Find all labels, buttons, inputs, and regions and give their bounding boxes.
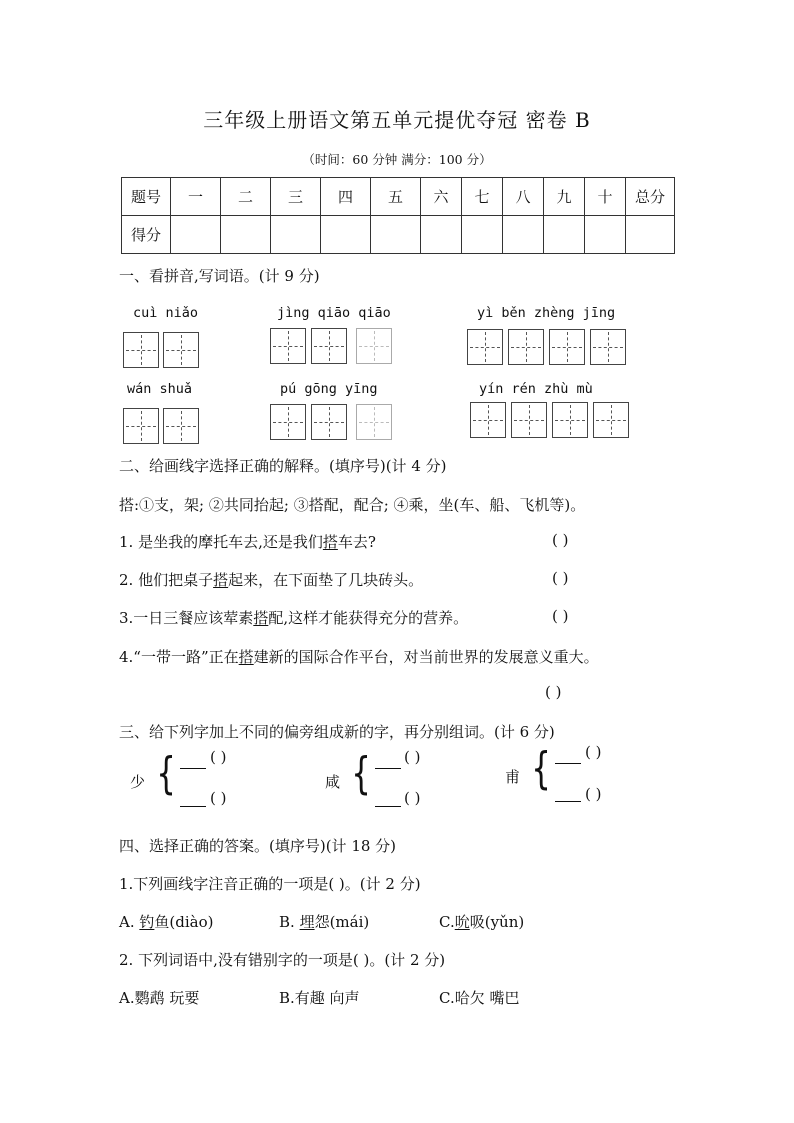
- writing-box[interactable]: [270, 404, 306, 440]
- writing-box[interactable]: [311, 404, 347, 440]
- blank-line[interactable]: [180, 768, 206, 769]
- section3-heading: 三、给下列字加上不同的偏旁组成新的字，再分别组词。(计 6 分): [119, 723, 555, 741]
- blank-line[interactable]: [180, 806, 206, 807]
- score-cell[interactable]: [585, 216, 626, 254]
- score-cell[interactable]: [421, 216, 462, 254]
- blank-line[interactable]: [375, 768, 401, 769]
- writing-box[interactable]: [508, 329, 544, 365]
- option-c[interactable]: C.哈欠 嘴巴: [439, 989, 520, 1007]
- writing-box[interactable]: [163, 408, 199, 444]
- answer-paren[interactable]: ( ): [404, 789, 421, 807]
- writing-box[interactable]: [511, 402, 547, 438]
- exam-time-score: （时间：60 分钟 满分：100 分）: [302, 152, 492, 167]
- writing-box[interactable]: [356, 404, 392, 440]
- question-2-4: 4.“一带一路”正在搭建新的国际合作平台，对当前世界的发展意义重大。: [119, 648, 599, 666]
- header-cell: 一: [171, 178, 221, 216]
- pinyin-5: pú gōng yīng: [280, 381, 378, 397]
- answer-paren[interactable]: ( ): [210, 748, 227, 766]
- answer-paren[interactable]: ( ): [585, 743, 602, 761]
- score-cell[interactable]: [626, 216, 675, 254]
- answer-paren[interactable]: ( ): [552, 531, 569, 549]
- writing-box[interactable]: [470, 402, 506, 438]
- writing-box[interactable]: [593, 402, 629, 438]
- question-2-3: 3.一日三餐应该荤素搭配,这样才能获得充分的营养。: [119, 609, 469, 627]
- brace: {: [531, 743, 551, 794]
- writing-box[interactable]: [123, 332, 159, 368]
- question-2-1: 1. 是坐我的摩托车去,还是我们搭车去?: [119, 533, 376, 551]
- header-cell: 八: [503, 178, 544, 216]
- score-table-score-row: [122, 216, 675, 254]
- option-b[interactable]: B. 埋怨(mái): [279, 913, 370, 931]
- option-c[interactable]: C.吮吸(yǔn): [439, 913, 525, 931]
- blank-line[interactable]: [555, 763, 581, 764]
- score-cell[interactable]: [503, 216, 544, 254]
- pinyin-3: yì běn zhèng jīng: [477, 305, 616, 321]
- base-char-3: 甫: [505, 768, 521, 786]
- writing-box[interactable]: [311, 328, 347, 364]
- writing-box[interactable]: [356, 328, 392, 364]
- brace: {: [351, 748, 371, 799]
- header-cell: 十: [585, 178, 626, 216]
- base-char-2: 咸: [325, 773, 341, 791]
- pinyin-6: yín rén zhù mù: [479, 381, 593, 397]
- option-b[interactable]: B.有趣 向声: [279, 989, 360, 1007]
- section4-heading: 四、选择正确的答案。(填序号)(计 18 分): [119, 837, 397, 855]
- header-cell: 五: [371, 178, 421, 216]
- writing-box[interactable]: [549, 329, 585, 365]
- writing-box[interactable]: [123, 408, 159, 444]
- score-cell[interactable]: [544, 216, 585, 254]
- writing-box[interactable]: [590, 329, 626, 365]
- page-title: 三年级上册语文第五单元提优夺冠 密卷 B: [203, 108, 591, 132]
- score-cell[interactable]: [321, 216, 371, 254]
- blank-line[interactable]: [555, 801, 581, 802]
- score-table-header-row: [122, 178, 675, 216]
- base-char-1: 少: [130, 773, 146, 791]
- option-a[interactable]: A. 钓鱼(diào): [119, 913, 214, 931]
- header-cell: 题号: [122, 178, 171, 216]
- writing-box[interactable]: [163, 332, 199, 368]
- pinyin-2: jìng qiāo qiāo: [277, 305, 391, 321]
- answer-paren[interactable]: ( ): [552, 607, 569, 625]
- question-4-1: 1.下列画线字注音正确的一项是( )。(计 2 分): [119, 875, 421, 893]
- score-cell[interactable]: [371, 216, 421, 254]
- blank-line[interactable]: [375, 806, 401, 807]
- brace: {: [156, 748, 176, 799]
- answer-paren[interactable]: ( ): [552, 569, 569, 587]
- question-2-2: 2. 他们把桌子搭起来，在下面垫了几块砖头。: [119, 571, 424, 589]
- header-cell: 总分: [626, 178, 675, 216]
- score-cell[interactable]: [462, 216, 503, 254]
- answer-paren[interactable]: ( ): [585, 785, 602, 803]
- question-4-2: 2. 下列词语中,没有错别字的一项是( )。(计 2 分): [119, 951, 446, 969]
- score-cell[interactable]: [171, 216, 221, 254]
- pinyin-1: cuì niǎo: [133, 305, 199, 321]
- header-cell: 三: [271, 178, 321, 216]
- header-cell: 四: [321, 178, 371, 216]
- header-cell: 七: [462, 178, 503, 216]
- section1-heading: 一、看拼音,写词语。(计 9 分): [119, 267, 320, 285]
- header-cell: 九: [544, 178, 585, 216]
- header-cell: 六: [421, 178, 462, 216]
- writing-box[interactable]: [270, 328, 306, 364]
- score-cell[interactable]: [271, 216, 321, 254]
- definitions: 搭:①支，架; ②共同抬起; ③搭配，配合; ④乘，坐(车、船、飞机等)。: [119, 496, 586, 514]
- score-table: [121, 177, 675, 254]
- answer-paren[interactable]: ( ): [404, 748, 421, 766]
- header-cell: 二: [221, 178, 271, 216]
- section2-heading: 二、给画线字选择正确的解释。(填序号)(计 4 分): [119, 457, 447, 475]
- pinyin-4: wán shuǎ: [127, 381, 193, 397]
- option-a[interactable]: A.鹦鹉 玩要: [119, 989, 200, 1007]
- score-cell[interactable]: [221, 216, 271, 254]
- writing-box[interactable]: [552, 402, 588, 438]
- answer-paren[interactable]: ( ): [545, 683, 562, 701]
- writing-box[interactable]: [467, 329, 503, 365]
- row-label: 得分: [122, 216, 171, 254]
- answer-paren[interactable]: ( ): [210, 789, 227, 807]
